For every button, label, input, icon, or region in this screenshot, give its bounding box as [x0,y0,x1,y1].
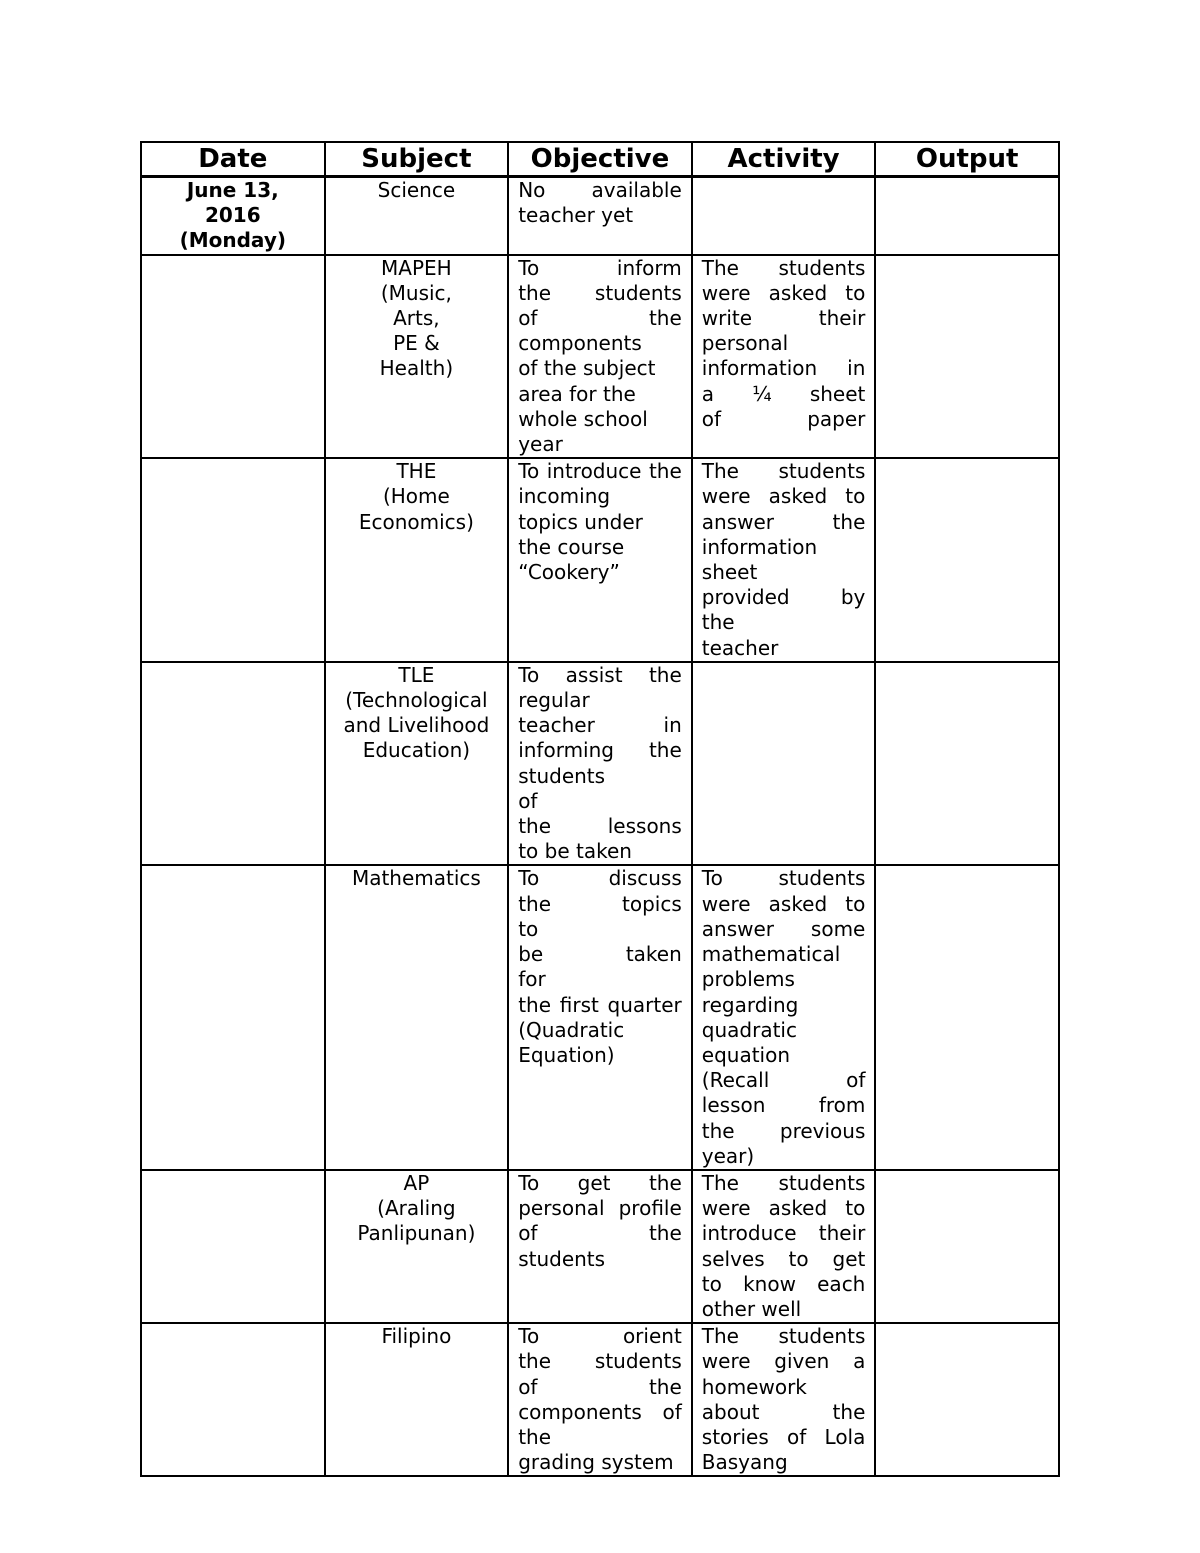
subject-cell [325,1323,509,1476]
objective-cell [508,458,692,662]
subject-line: PE & [393,331,440,356]
header-activity: Activity [692,142,876,177]
activity-line: about the [701,1399,866,1424]
output-cell [875,662,1059,866]
activity-cell [692,662,876,866]
objective-line: (Quadratic Equation) [518,1017,625,1067]
activity-line: were given a [701,1349,866,1374]
activity-line: the [701,610,735,635]
header-row [141,142,1059,177]
activity-line: answer some [701,916,866,941]
objective-line: be taken [518,942,682,967]
header-objective: Objective [508,142,692,177]
output-cell [875,458,1059,662]
activity-cell [692,458,876,662]
objective-line: to [518,916,539,941]
subject-line: (Araling [377,1196,456,1221]
subject-line: and Livelihood [343,713,490,738]
objective-line: of the [518,1374,682,1399]
activity-line: quadratic [701,1017,797,1042]
objective-line: the [518,1424,552,1449]
objective-line: informing the students [518,738,682,788]
subject-line: MAPEH [381,255,452,280]
activity-line: (Recall of [701,1068,866,1093]
table-row [141,177,1059,255]
subject-line: Panlipunan) [357,1221,476,1246]
subject-line: THE [396,459,437,484]
objective-line: regular [518,688,590,713]
activity-line: The students [701,255,866,280]
subject-line: Economics) [358,509,474,534]
objective-line: of the [518,306,682,331]
objective-cell [508,177,692,255]
subject-line: (Music, [380,280,452,305]
objective-line: incoming [518,484,611,509]
objective-cell [508,865,692,1169]
subject-line: (Home [382,484,450,509]
subject-line: Arts, [393,306,440,331]
table-body [141,177,1059,1477]
activity-line: introduce their [701,1221,866,1246]
activity-line: The students [701,1324,866,1349]
objective-line: components of [518,1399,682,1424]
date-cell [141,662,325,866]
activity-line: were asked to [701,484,866,509]
table-row [141,662,1059,866]
activity-line: homework [701,1374,807,1399]
activity-line: teacher [701,635,779,660]
objective-line: of the [518,1221,682,1246]
objective-line: the students [518,280,682,305]
activity-line: were asked to [701,891,866,916]
activity-line: answer the information [701,509,866,559]
output-cell [875,1323,1059,1476]
subject-cell [325,458,509,662]
activity-line: regarding [701,992,799,1017]
activity-line: mathematical [701,942,841,967]
activity-cell [692,255,876,459]
objective-line: grading system [518,1450,674,1475]
activity-line: write their [701,306,866,331]
objective-line: teacher in [518,713,682,738]
activity-line: of paper [701,406,866,431]
subject-cell [325,662,509,866]
subject-line: TLE [398,662,435,687]
output-cell [875,177,1059,255]
activity-line: equation [701,1042,791,1067]
subject-cell [325,255,509,459]
activity-cell [692,1170,876,1323]
date-cell [141,1323,325,1476]
objective-line: students [518,1246,606,1271]
activity-line: problems [701,967,795,992]
objective-line: of [518,788,538,813]
date-cell [141,865,325,1169]
activity-cell [692,865,876,1169]
table-header [141,142,1059,177]
activity-line: lesson from [701,1093,866,1118]
activity-line: the previous year) [701,1118,866,1168]
objective-line: To introduce the [518,459,682,484]
objective-line: To inform [518,255,682,280]
header-subject: Subject [325,142,509,177]
activity-line: selves to get [701,1246,866,1271]
activity-line: Basyang [701,1450,788,1475]
table-row [141,865,1059,1169]
table-row [141,1323,1059,1476]
objective-line: the first quarter [518,992,682,1017]
objective-cell [508,255,692,459]
table-row [141,458,1059,662]
objective-cell [508,1323,692,1476]
table-row [141,1170,1059,1323]
objective-line: of the subject area for the whole school year [518,356,656,457]
output-cell [875,1170,1059,1323]
activity-line: to know each [701,1271,866,1296]
activity-line: other well [701,1296,802,1321]
subject-cell [325,1170,509,1323]
objective-line: To assist the [518,662,682,687]
activity-cell [692,1323,876,1476]
subject-line: Education) [362,738,471,763]
subject-line: (Technological [345,688,488,713]
activity-line: To students [701,866,866,891]
header-date: Date [141,142,325,177]
output-cell [875,255,1059,459]
objective-line: for [518,967,546,992]
output-cell [875,865,1059,1169]
objective-cell [508,662,692,866]
activity-line: were asked to [701,1196,866,1221]
table-row [141,255,1059,459]
date-line: (Monday) [179,228,286,253]
subject-cell [325,865,509,1169]
activity-line: sheet [701,560,758,585]
objective-line: To get the [518,1170,682,1195]
activity-line: provided by [701,585,866,610]
objective-cell [508,1170,692,1323]
date-cell [141,458,325,662]
date-cell [141,1170,325,1323]
activity-line: The students [701,459,866,484]
activity-line: personal information in [701,331,866,381]
subject-cell [325,177,509,255]
subject-line: AP [403,1170,430,1195]
activity-line: were asked to [701,280,866,305]
date-cell [141,177,325,255]
header-output: Output [875,142,1059,177]
objective-line: personal profile [518,1196,682,1221]
activity-line: stories of Lola [701,1424,866,1449]
objective-line: the students [518,1349,682,1374]
subject-line: Filipino [381,1324,452,1349]
activity-cell [692,177,876,255]
objective-line: No available [518,178,682,202]
objective-line: to be taken [518,839,632,864]
journal-table [140,141,1060,1477]
subject-line: Mathematics [351,866,481,891]
subject-line: Science [377,178,456,202]
objective-line: components [518,331,642,356]
date-line: 2016 [204,203,261,228]
objective-line: To orient [518,1324,682,1349]
activity-line: The students [701,1170,866,1195]
objective-line: topics under the course “Cookery” [518,509,643,585]
subject-line: Health) [379,356,454,381]
activity-line: a ¼ sheet [701,381,866,406]
objective-line: the lessons [518,814,682,839]
objective-line: the topics [518,891,682,916]
objective-line: teacher yet [518,203,634,228]
date-cell [141,255,325,459]
objective-line: To discuss [518,866,682,891]
date-line: June 13, [186,178,279,202]
